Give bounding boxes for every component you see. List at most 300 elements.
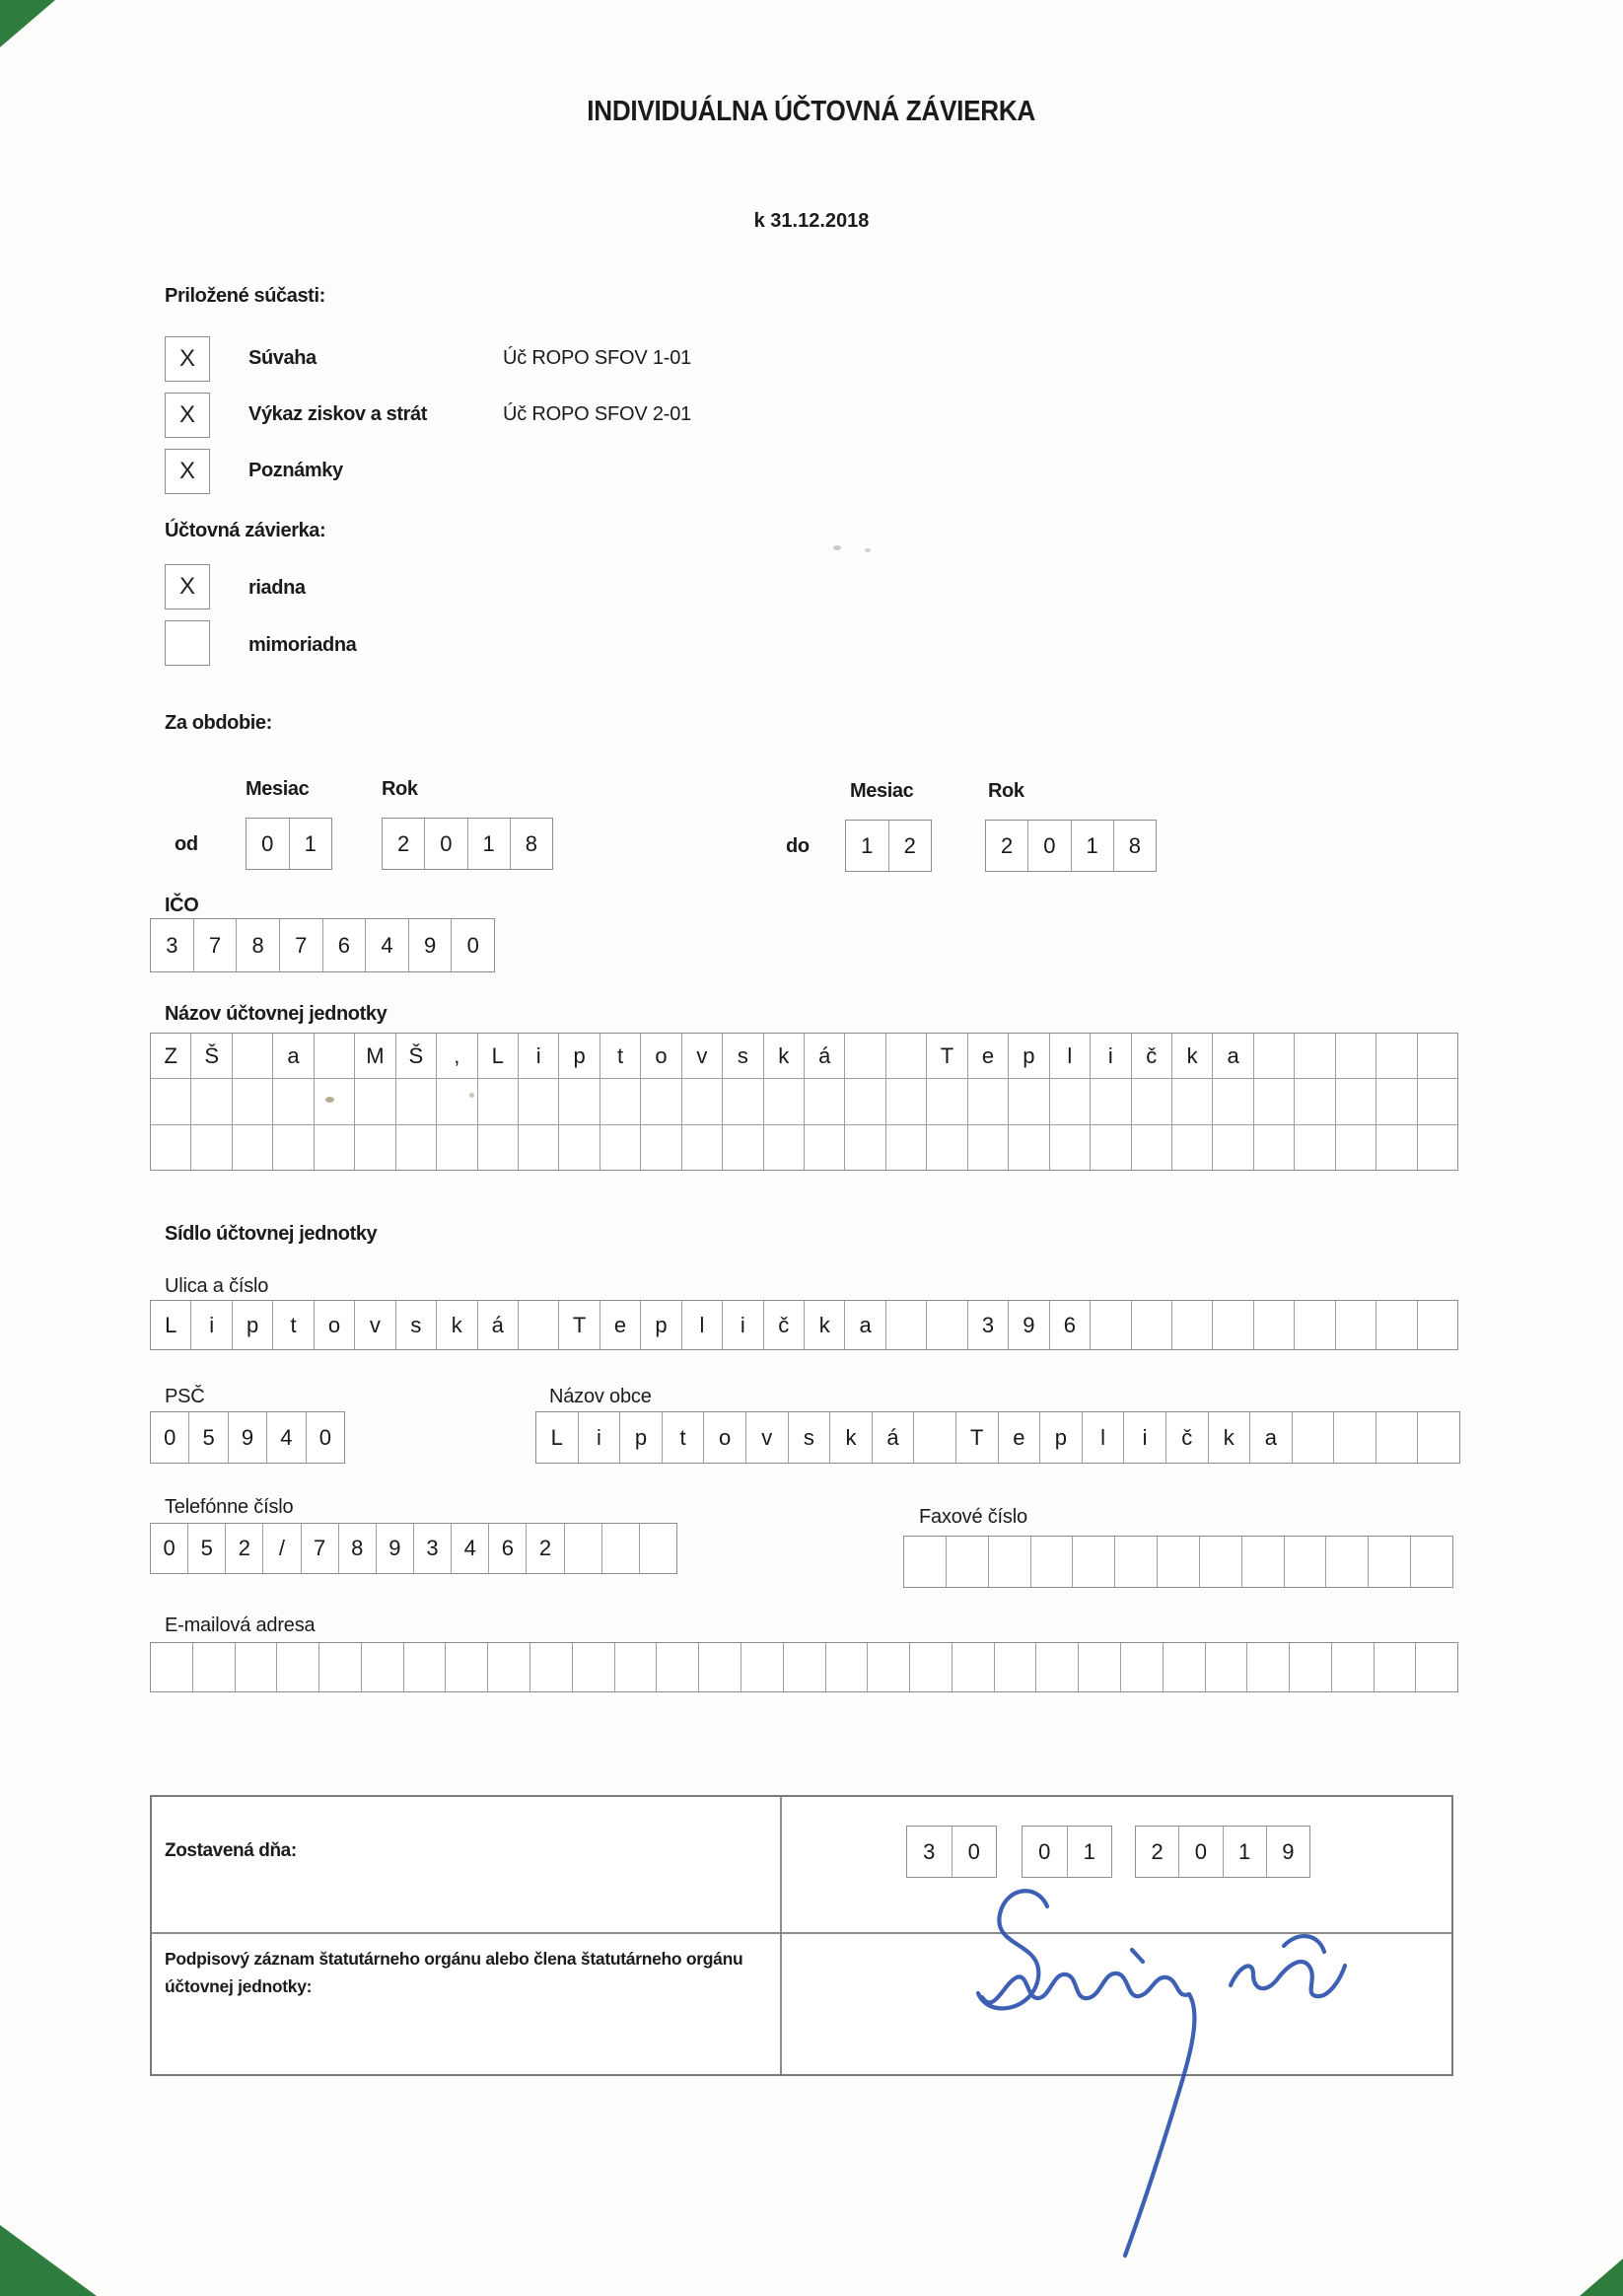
grid-cell: s bbox=[789, 1412, 831, 1463]
grid-cell: 0 bbox=[318, 1424, 331, 1450]
scan-speck bbox=[833, 545, 841, 550]
grid-cell bbox=[1213, 1301, 1253, 1349]
grid-cell bbox=[968, 1125, 1009, 1170]
grid-cell bbox=[559, 1079, 600, 1123]
grid-cell: 8 bbox=[525, 830, 537, 856]
grid-cell: 3 bbox=[907, 1827, 953, 1877]
label-suvaha: Súvaha bbox=[248, 347, 317, 369]
grid-cell bbox=[478, 1079, 519, 1123]
grid-cell: o bbox=[641, 1034, 681, 1078]
entity-name-row-3 bbox=[151, 1124, 1457, 1170]
grid-cell bbox=[559, 1125, 600, 1170]
grid-cell bbox=[764, 1079, 805, 1123]
page-subtitle: k 31.12.2018 bbox=[753, 210, 870, 232]
grid-cell: p bbox=[1040, 1412, 1083, 1463]
scan-speck bbox=[469, 1093, 474, 1098]
checkbox-suvaha bbox=[165, 336, 210, 382]
grid-cell bbox=[968, 1079, 1009, 1123]
grid-cell bbox=[1332, 1643, 1375, 1691]
grid-cell bbox=[1009, 1125, 1049, 1170]
grid-cell bbox=[845, 1079, 885, 1123]
grid-cell bbox=[764, 1125, 805, 1170]
grid-cell bbox=[741, 1643, 784, 1691]
signature-stroke bbox=[1231, 1962, 1345, 1996]
grid-cell: L bbox=[478, 1034, 519, 1078]
town-grid bbox=[535, 1411, 1460, 1464]
grid-cell bbox=[1418, 1412, 1459, 1463]
grid-cell bbox=[519, 1301, 559, 1349]
grid-cell bbox=[1295, 1125, 1335, 1170]
entity-name-row-2 bbox=[151, 1078, 1457, 1123]
grid-cell bbox=[886, 1079, 927, 1123]
grid-cell bbox=[1375, 1643, 1417, 1691]
grid-cell bbox=[826, 1643, 869, 1691]
grid-cell: v bbox=[746, 1412, 789, 1463]
grid-cell bbox=[723, 1125, 763, 1170]
grid-cell: / bbox=[263, 1524, 301, 1573]
grid-cell bbox=[1254, 1301, 1295, 1349]
signature-stroke bbox=[982, 1973, 1189, 2003]
label-vykaz: Výkaz ziskov a strát bbox=[248, 403, 427, 425]
grid-cell bbox=[1213, 1125, 1253, 1170]
grid-cell bbox=[989, 1537, 1031, 1587]
grid-cell bbox=[437, 1079, 477, 1123]
entity-name-label: Názov účtovnej jednotky bbox=[165, 1003, 388, 1025]
grid-cell: k bbox=[805, 1301, 845, 1349]
grid-cell: k bbox=[437, 1301, 477, 1349]
grid-cell bbox=[947, 1537, 989, 1587]
grid-cell: a bbox=[1213, 1034, 1253, 1078]
grid-cell bbox=[530, 1643, 573, 1691]
grid-cell bbox=[233, 1125, 273, 1170]
grid-cell bbox=[1254, 1079, 1295, 1123]
grid-cell: 2 bbox=[903, 832, 916, 858]
grid-cell bbox=[914, 1412, 956, 1463]
grid-cell bbox=[845, 1034, 885, 1078]
grid-cell bbox=[1285, 1537, 1327, 1587]
grid-cell bbox=[927, 1079, 967, 1123]
grid-cell: 1 bbox=[1083, 1838, 1095, 1864]
grid-cell: č bbox=[764, 1301, 805, 1349]
grid-cell bbox=[1376, 1125, 1417, 1170]
grid-cell: Š bbox=[396, 1034, 437, 1078]
grid-cell bbox=[1376, 1301, 1417, 1349]
grid-cell: 9 bbox=[1282, 1838, 1295, 1864]
checkbox-riadna bbox=[165, 564, 210, 610]
checkbox-vykaz bbox=[165, 393, 210, 438]
code-vykaz: Úč ROPO SFOV 2-01 bbox=[503, 403, 692, 425]
grid-cell bbox=[615, 1643, 658, 1691]
grid-cell bbox=[1132, 1301, 1172, 1349]
grid-cell bbox=[315, 1079, 355, 1123]
grid-cell: 3 bbox=[414, 1524, 452, 1573]
grid-cell bbox=[1050, 1079, 1091, 1123]
grid-cell: T bbox=[956, 1412, 999, 1463]
grid-cell: l bbox=[1050, 1034, 1091, 1078]
grid-cell: i bbox=[519, 1034, 559, 1078]
grid-cell: 2 bbox=[226, 1524, 263, 1573]
grid-cell bbox=[910, 1643, 953, 1691]
grid-cell: Z bbox=[151, 1034, 191, 1078]
grid-cell bbox=[273, 1079, 314, 1123]
grid-cell: p bbox=[620, 1412, 663, 1463]
grid-cell bbox=[1009, 1079, 1049, 1123]
grid-cell: i bbox=[1124, 1412, 1166, 1463]
grid-cell bbox=[723, 1079, 763, 1123]
grid-cell: k bbox=[1172, 1034, 1213, 1078]
to-month-label: Mesiac bbox=[850, 780, 914, 802]
street-grid bbox=[150, 1300, 1458, 1350]
grid-cell bbox=[1293, 1412, 1335, 1463]
grid-cell bbox=[641, 1125, 681, 1170]
grid-cell bbox=[1418, 1079, 1457, 1123]
grid-cell: L bbox=[536, 1412, 579, 1463]
grid-cell bbox=[805, 1125, 845, 1170]
grid-cell: á bbox=[805, 1034, 845, 1078]
page-title-text: INDIVIDUÁLNA ÚČTOVNÁ ZÁVIERKA bbox=[587, 96, 1036, 127]
grid-cell: i bbox=[579, 1412, 621, 1463]
scan-speck bbox=[325, 1097, 334, 1103]
grid-cell: l bbox=[682, 1301, 723, 1349]
signature-label-line1: Podpisový záznam štatutárneho orgánu alebo člena štatutárneho orgánu bbox=[165, 1949, 743, 1969]
signature-label-line2: účtovnej jednotky: bbox=[165, 1976, 313, 1996]
grid-cell: v bbox=[682, 1034, 723, 1078]
grid-cell: k bbox=[830, 1412, 873, 1463]
fax-grid bbox=[903, 1536, 1453, 1588]
checkbox-poznamky bbox=[165, 449, 210, 494]
checkbox-mimoriadna bbox=[165, 620, 210, 666]
grid-cell bbox=[1290, 1643, 1332, 1691]
grid-cell: p bbox=[559, 1034, 600, 1078]
grid-cell bbox=[927, 1301, 967, 1349]
grid-cell: k bbox=[1209, 1412, 1251, 1463]
ico-label: IČO bbox=[165, 895, 199, 916]
grid-cell: 9 bbox=[229, 1412, 267, 1463]
code-suvaha: Úč ROPO SFOV 1-01 bbox=[503, 347, 692, 369]
grid-cell bbox=[396, 1079, 437, 1123]
grid-cell: t bbox=[663, 1412, 705, 1463]
grid-cell: T bbox=[927, 1034, 967, 1078]
grid-cell bbox=[565, 1524, 602, 1573]
grid-cell bbox=[1376, 1412, 1419, 1463]
grid-cell: Š bbox=[191, 1034, 232, 1078]
checkbox-mark: X bbox=[178, 401, 195, 428]
grid-cell bbox=[478, 1125, 519, 1170]
grid-cell bbox=[682, 1125, 723, 1170]
grid-cell: 6 bbox=[489, 1524, 527, 1573]
grid-cell: 4 bbox=[366, 919, 409, 971]
grid-cell bbox=[151, 1643, 193, 1691]
grid-cell bbox=[1295, 1034, 1335, 1078]
grid-cell bbox=[784, 1643, 826, 1691]
checkbox-mark: X bbox=[178, 345, 195, 372]
signature-stroke bbox=[978, 1891, 1047, 2008]
signature-ink bbox=[838, 1867, 1390, 2291]
grid-cell bbox=[233, 1034, 273, 1078]
grid-cell bbox=[1172, 1079, 1213, 1123]
psc-grid bbox=[150, 1411, 345, 1464]
scan-speck bbox=[865, 548, 871, 552]
grid-cell: 0 bbox=[1179, 1827, 1223, 1877]
grid-cell bbox=[151, 1125, 191, 1170]
grid-cell: 8 bbox=[1128, 832, 1141, 858]
grid-cell bbox=[1213, 1079, 1253, 1123]
grid-cell bbox=[1336, 1301, 1376, 1349]
grid-cell bbox=[1411, 1537, 1452, 1587]
grid-cell: 6 bbox=[1050, 1301, 1091, 1349]
grid-cell: v bbox=[355, 1301, 395, 1349]
grid-cell: t bbox=[273, 1301, 314, 1349]
entity-name-grid bbox=[150, 1033, 1458, 1171]
phone-grid bbox=[150, 1523, 677, 1574]
grid-cell bbox=[437, 1125, 477, 1170]
grid-cell bbox=[1073, 1537, 1115, 1587]
grid-cell bbox=[602, 1524, 640, 1573]
grid-cell: i bbox=[191, 1301, 232, 1349]
grid-cell bbox=[1295, 1079, 1335, 1123]
grid-cell bbox=[273, 1125, 314, 1170]
grid-cell: e bbox=[968, 1034, 1009, 1078]
scan-corner-bottom-left bbox=[0, 2225, 97, 2296]
grid-cell bbox=[1369, 1537, 1411, 1587]
grid-cell: 0 bbox=[151, 1412, 189, 1463]
grid-cell: T bbox=[559, 1301, 600, 1349]
grid-cell bbox=[600, 1125, 641, 1170]
grid-cell bbox=[1164, 1643, 1206, 1691]
grid-cell: i bbox=[1091, 1034, 1131, 1078]
closing-type-heading: Účtovná závierka: bbox=[165, 520, 326, 541]
grid-cell bbox=[1200, 1537, 1242, 1587]
entity-name-row-1 bbox=[151, 1034, 1457, 1078]
grid-cell: e bbox=[600, 1301, 641, 1349]
grid-cell bbox=[362, 1643, 404, 1691]
grid-cell bbox=[446, 1643, 488, 1691]
grid-cell bbox=[600, 1079, 641, 1123]
grid-cell bbox=[396, 1125, 437, 1170]
grid-cell bbox=[886, 1301, 927, 1349]
grid-cell bbox=[404, 1643, 447, 1691]
grid-cell: 0 bbox=[466, 932, 479, 958]
grid-cell bbox=[1121, 1643, 1164, 1691]
grid-cell: 3 bbox=[968, 1301, 1009, 1349]
grid-cell bbox=[1242, 1537, 1285, 1587]
grid-cell bbox=[1336, 1079, 1376, 1123]
grid-cell: 2 bbox=[1136, 1827, 1179, 1877]
grid-cell: á bbox=[873, 1412, 915, 1463]
grid-cell bbox=[868, 1643, 910, 1691]
grid-cell bbox=[927, 1125, 967, 1170]
from-year-label: Rok bbox=[382, 778, 418, 800]
grid-cell: 7 bbox=[194, 919, 238, 971]
grid-cell: a bbox=[273, 1034, 314, 1078]
grid-cell: i bbox=[723, 1301, 763, 1349]
page-title bbox=[0, 96, 1623, 128]
grid-cell bbox=[1172, 1301, 1213, 1349]
psc-label: PSČ bbox=[165, 1386, 205, 1407]
address-heading: Sídlo účtovnej jednotky bbox=[165, 1223, 378, 1245]
grid-cell bbox=[319, 1643, 362, 1691]
grid-cell: t bbox=[600, 1034, 641, 1078]
from-month-grid bbox=[246, 818, 332, 870]
grid-cell: 7 bbox=[280, 919, 323, 971]
grid-cell bbox=[1206, 1643, 1248, 1691]
grid-cell: 7 bbox=[302, 1524, 339, 1573]
grid-cell bbox=[805, 1079, 845, 1123]
grid-cell: p bbox=[233, 1301, 273, 1349]
grid-cell: 2 bbox=[527, 1524, 564, 1573]
grid-cell: L bbox=[151, 1301, 191, 1349]
grid-cell: 9 bbox=[409, 919, 453, 971]
grid-cell: l bbox=[1083, 1412, 1125, 1463]
grid-cell: 1 bbox=[1224, 1827, 1267, 1877]
to-month-grid bbox=[845, 820, 932, 872]
grid-cell: 8 bbox=[237, 919, 280, 971]
grid-cell bbox=[151, 1079, 191, 1123]
grid-cell: k bbox=[764, 1034, 805, 1078]
email-grid bbox=[150, 1642, 1458, 1692]
grid-cell bbox=[1132, 1125, 1172, 1170]
grid-cell bbox=[1115, 1537, 1158, 1587]
grid-cell: á bbox=[478, 1301, 519, 1349]
grid-cell bbox=[519, 1079, 559, 1123]
checkbox-mark: X bbox=[178, 458, 195, 484]
grid-cell bbox=[682, 1079, 723, 1123]
grid-cell: 1 bbox=[846, 821, 889, 871]
grid-cell bbox=[1132, 1079, 1172, 1123]
label-mimoriadna: mimoriadna bbox=[248, 634, 357, 656]
fax-label: Faxové číslo bbox=[919, 1506, 1027, 1528]
grid-cell bbox=[1031, 1537, 1074, 1587]
grid-cell bbox=[1376, 1034, 1417, 1078]
grid-cell bbox=[1247, 1643, 1290, 1691]
grid-cell: 4 bbox=[452, 1524, 489, 1573]
street-label: Ulica a číslo bbox=[165, 1275, 269, 1297]
grid-cell bbox=[1036, 1643, 1079, 1691]
grid-cell: 2 bbox=[986, 821, 1028, 871]
grid-cell: M bbox=[355, 1034, 395, 1078]
grid-cell: 0 bbox=[1023, 1827, 1068, 1877]
grid-cell bbox=[1050, 1125, 1091, 1170]
grid-cell bbox=[1336, 1034, 1376, 1078]
grid-cell bbox=[1254, 1125, 1295, 1170]
grid-cell bbox=[1326, 1537, 1369, 1587]
from-year-grid bbox=[382, 818, 553, 870]
grid-cell bbox=[995, 1643, 1037, 1691]
grid-cell bbox=[277, 1643, 319, 1691]
grid-cell bbox=[1091, 1301, 1131, 1349]
grid-cell: č bbox=[1166, 1412, 1209, 1463]
grid-cell bbox=[1295, 1301, 1335, 1349]
grid-cell: 5 bbox=[189, 1412, 228, 1463]
grid-cell: 0 bbox=[247, 819, 290, 869]
grid-cell: 1 bbox=[468, 819, 511, 869]
grid-cell: s bbox=[396, 1301, 437, 1349]
signature-stroke bbox=[1284, 1936, 1324, 1952]
phone-label: Telefónne číslo bbox=[165, 1496, 294, 1518]
grid-cell bbox=[845, 1125, 885, 1170]
grid-cell bbox=[886, 1125, 927, 1170]
grid-cell: č bbox=[1132, 1034, 1172, 1078]
label-riadna: riadna bbox=[248, 577, 306, 599]
grid-cell bbox=[355, 1079, 395, 1123]
grid-cell bbox=[1172, 1125, 1213, 1170]
grid-cell bbox=[233, 1079, 273, 1123]
signature-stroke bbox=[1132, 1950, 1143, 1962]
grid-cell: 1 bbox=[1072, 821, 1114, 871]
grid-cell bbox=[1336, 1125, 1376, 1170]
grid-cell: a bbox=[1250, 1412, 1293, 1463]
grid-cell bbox=[640, 1524, 676, 1573]
grid-cell bbox=[1091, 1125, 1131, 1170]
grid-cell bbox=[315, 1125, 355, 1170]
grid-cell: 3 bbox=[151, 919, 194, 971]
grid-cell bbox=[1334, 1412, 1376, 1463]
grid-cell bbox=[1418, 1034, 1457, 1078]
grid-cell: 9 bbox=[1009, 1301, 1049, 1349]
grid-cell: 8 bbox=[339, 1524, 377, 1573]
grid-cell bbox=[519, 1125, 559, 1170]
to-label: do bbox=[786, 835, 810, 857]
from-month-label: Mesiac bbox=[246, 778, 310, 800]
grid-cell: o bbox=[315, 1301, 355, 1349]
grid-cell bbox=[1418, 1301, 1457, 1349]
to-year-label: Rok bbox=[988, 780, 1024, 802]
grid-cell: 0 bbox=[1028, 821, 1071, 871]
grid-cell bbox=[1418, 1125, 1457, 1170]
grid-cell: , bbox=[437, 1034, 477, 1078]
grid-cell bbox=[699, 1643, 741, 1691]
period-heading: Za obdobie: bbox=[165, 712, 272, 734]
grid-cell: 4 bbox=[267, 1412, 306, 1463]
email-label: E-mailová adresa bbox=[165, 1614, 316, 1636]
grid-cell bbox=[904, 1537, 947, 1587]
grid-cell: p bbox=[641, 1301, 681, 1349]
grid-cell bbox=[191, 1079, 232, 1123]
compiled-date-label: Zostavená dňa: bbox=[165, 1840, 297, 1861]
grid-cell: 5 bbox=[188, 1524, 226, 1573]
grid-cell bbox=[953, 1643, 995, 1691]
table-divider-vertical bbox=[780, 1797, 782, 2074]
grid-cell bbox=[1416, 1643, 1457, 1691]
grid-cell: 0 bbox=[151, 1524, 188, 1573]
scan-corner-top-left bbox=[0, 0, 55, 47]
grid-cell: 1 bbox=[304, 830, 317, 856]
attachments-heading: Priložené súčasti: bbox=[165, 285, 325, 307]
grid-cell: o bbox=[704, 1412, 746, 1463]
grid-cell: p bbox=[1009, 1034, 1049, 1078]
grid-cell bbox=[1079, 1643, 1121, 1691]
grid-cell: 0 bbox=[425, 819, 467, 869]
grid-cell bbox=[315, 1034, 355, 1078]
signature-stroke bbox=[1125, 1994, 1194, 2256]
grid-cell bbox=[1376, 1079, 1417, 1123]
grid-cell bbox=[573, 1643, 615, 1691]
grid-cell bbox=[355, 1125, 395, 1170]
grid-cell: s bbox=[723, 1034, 763, 1078]
grid-cell bbox=[641, 1079, 681, 1123]
to-year-grid bbox=[985, 820, 1157, 872]
town-label: Názov obce bbox=[549, 1386, 652, 1407]
label-poznamky: Poznámky bbox=[248, 460, 343, 481]
grid-cell: 2 bbox=[383, 819, 425, 869]
grid-cell bbox=[1091, 1079, 1131, 1123]
grid-cell: 6 bbox=[323, 919, 367, 971]
grid-cell bbox=[1254, 1034, 1295, 1078]
scan-corner-bottom-right bbox=[1580, 2259, 1623, 2296]
grid-cell bbox=[886, 1034, 927, 1078]
grid-cell bbox=[193, 1643, 236, 1691]
grid-cell: a bbox=[845, 1301, 885, 1349]
